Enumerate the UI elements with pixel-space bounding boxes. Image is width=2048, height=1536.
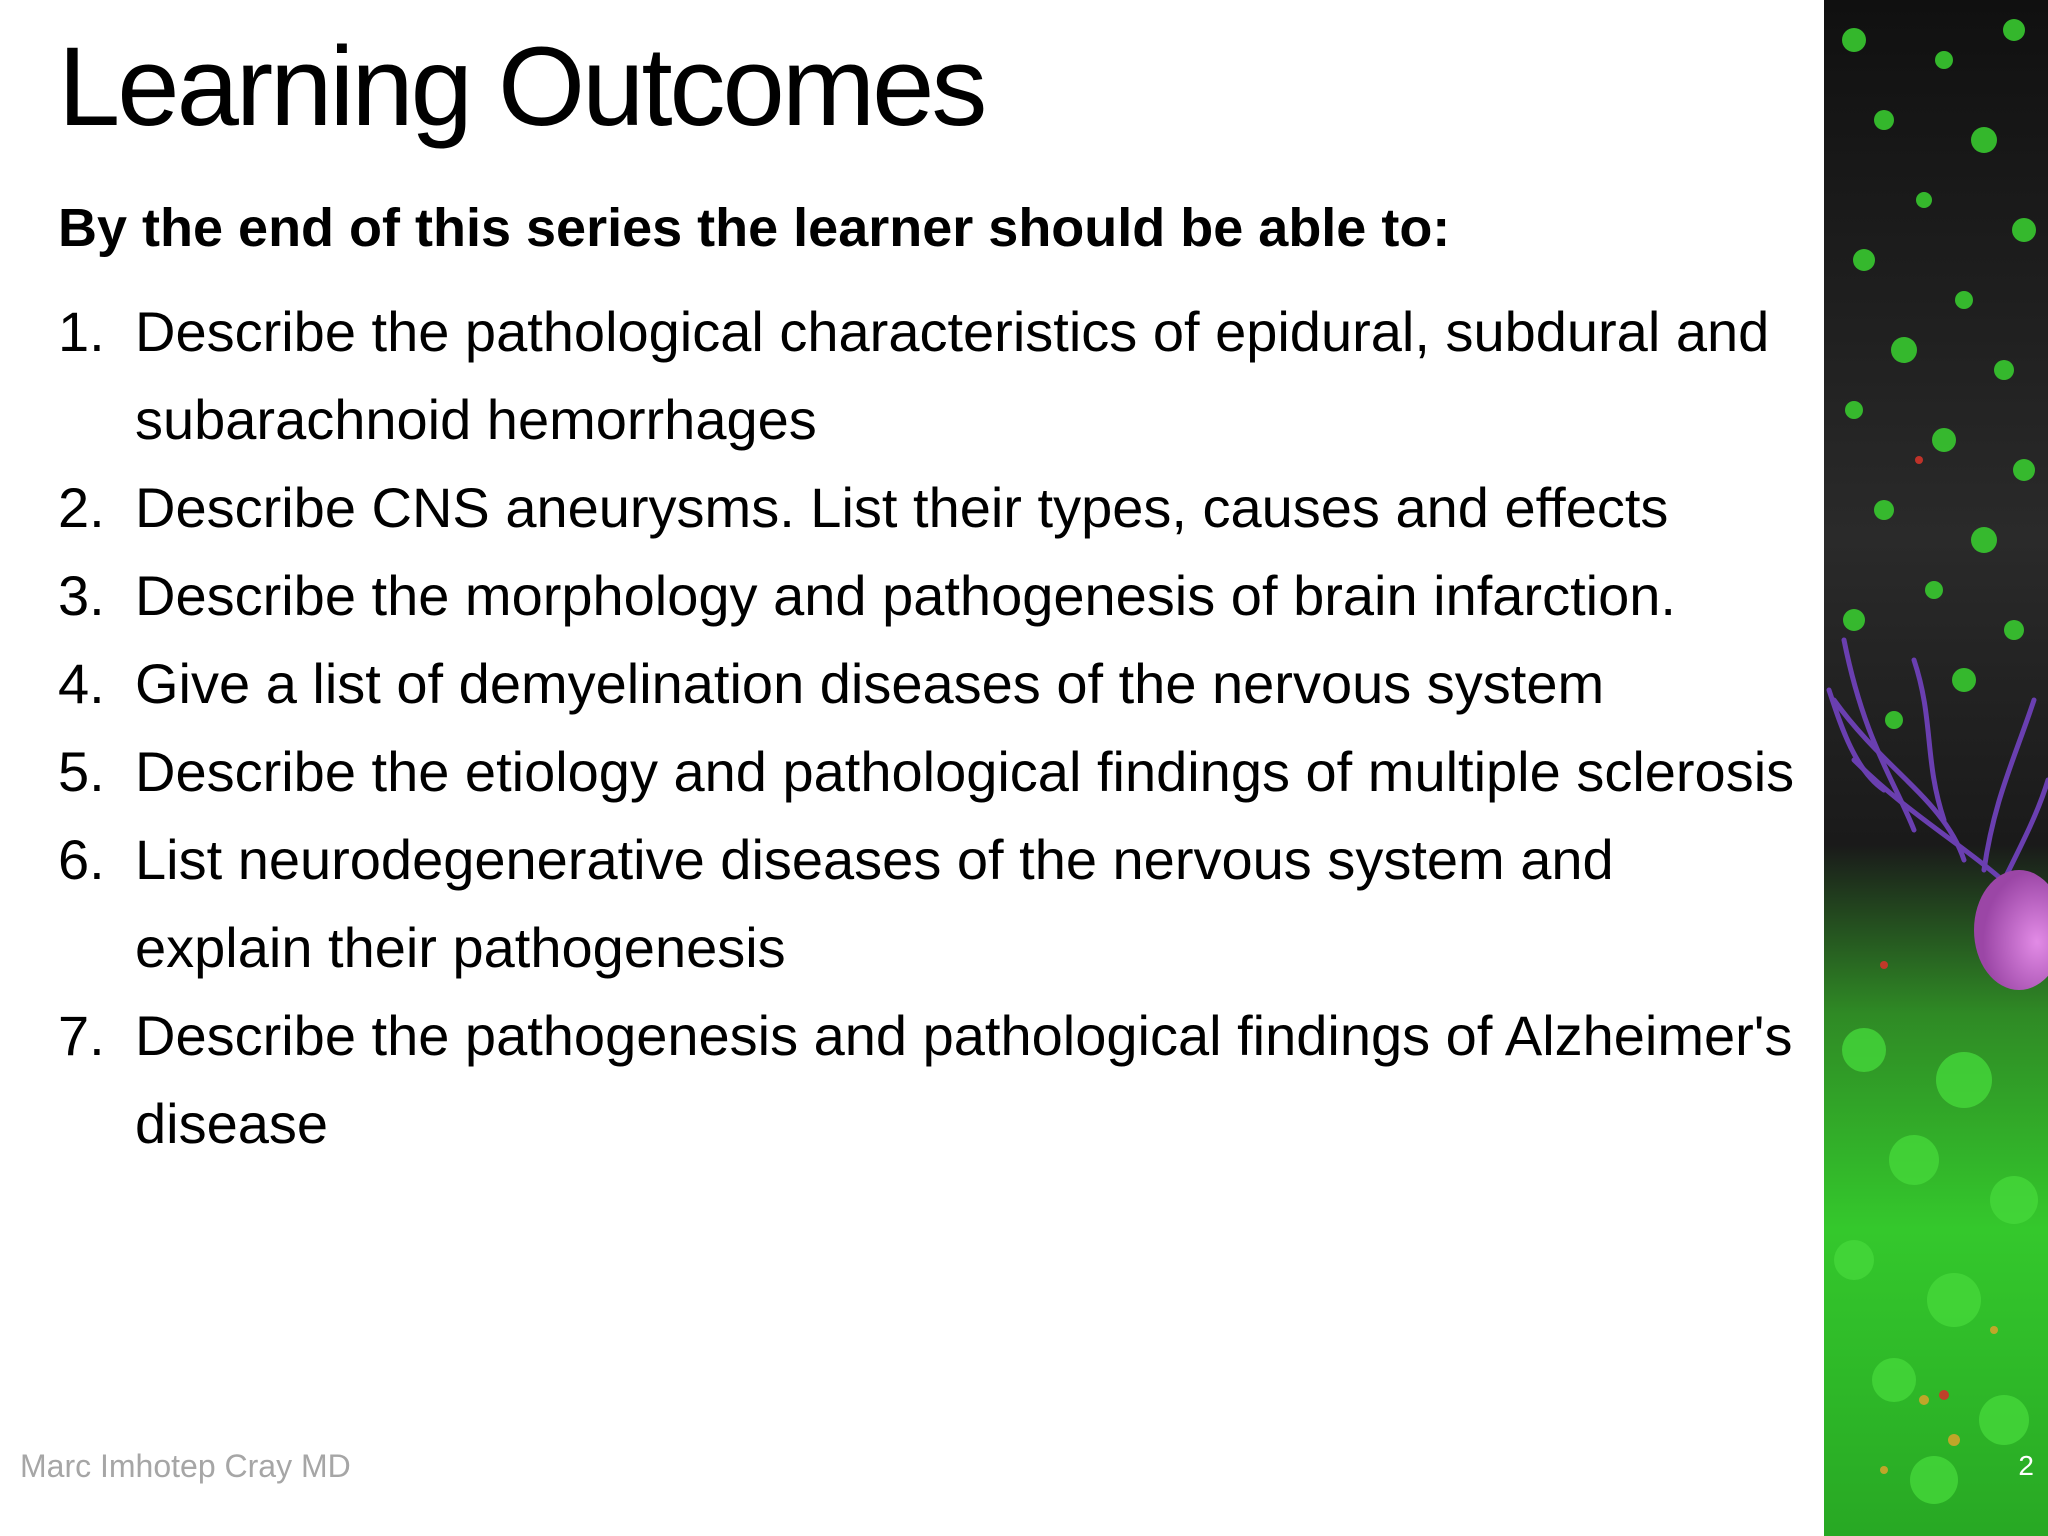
outcome-item-2 [58,464,1798,552]
outcome-item-5 [58,728,1798,816]
outcome-item-7 [58,992,1798,1168]
outcome-item-1 [58,288,1798,464]
outcome-number: 3. [58,564,105,627]
outcome-number: 4. [58,652,105,715]
outcome-item-3 [58,552,1798,640]
outcome-text: Describe the morphology and pathogenesis of brain infarction. [135,564,1676,627]
outcome-item-4 [58,640,1798,728]
footer-author: Marc Imhotep Cray MD [20,1448,351,1484]
outcome-text: Give a list of demyelination diseases of the nervous system [135,652,1605,715]
micrograph-graphic [1824,0,2048,1536]
slide-subtitle: By the end of this series the learner should be able to: [58,198,1451,258]
outcome-item-6 [58,816,1798,992]
page-number: 2 [2018,1450,2034,1481]
outcome-text: List neurodegenerative diseases of the nervous system and explain their pathogenesis [135,828,1614,979]
outcome-text: Describe CNS aneurysms. List their types, causes and effects [135,476,1669,539]
outcome-text: Describe the pathogenesis and pathological findings of Alzheimer's disease [135,1004,1793,1155]
neuron-micrograph-image [1824,0,2048,1536]
outcome-text: Describe the etiology and pathological findings of multiple sclerosis [135,740,1795,803]
outcome-number: 6. [58,828,105,891]
outcome-number: 7. [58,1004,105,1067]
slide-title: Learning Outcomes [58,24,985,149]
outcome-number: 1. [58,300,105,363]
learning-outcomes-list [58,288,1798,1168]
outcome-number: 5. [58,740,105,803]
outcome-number: 2. [58,476,105,539]
outcome-text: Describe the pathological characteristics of epidural, subdural and subarachnoid hemorrhages [135,300,1770,451]
